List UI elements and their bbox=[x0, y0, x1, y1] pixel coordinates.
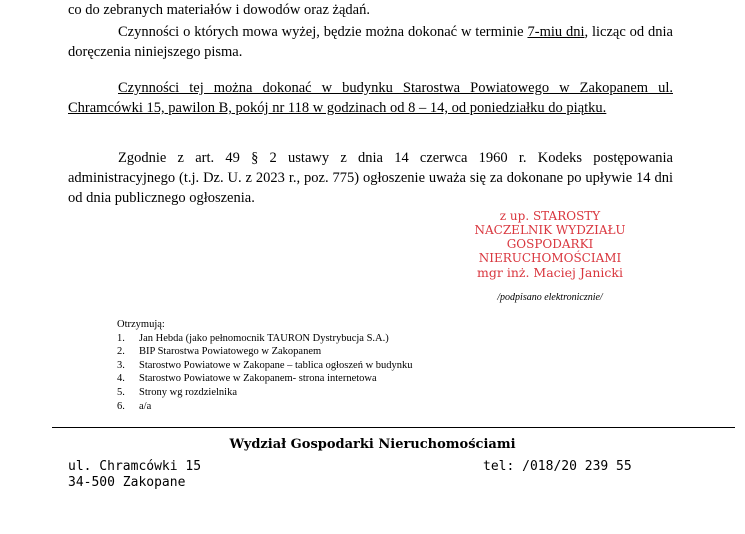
paragraph-3-text: Czynności tej można dokonać w budynku Starostwa Powiatowego w Zakopanem ul. Chramcówki 15, pawilon B, pokój nr 118 w godzinach od 8 – 14, od poniedziałku do piątku. bbox=[68, 80, 673, 116]
recipient-number: 5. bbox=[117, 386, 125, 398]
signature-note: /podpisano elektronicznie/ bbox=[497, 292, 603, 303]
recipient-text: a/a bbox=[139, 400, 152, 412]
recipient-number: 1. bbox=[117, 332, 125, 344]
recipient-text: BIP Starostwa Powiatowego w Zakopanem bbox=[139, 346, 322, 358]
signature-name: mgr inż. Maciej Janicki bbox=[477, 265, 623, 280]
recipient-item bbox=[117, 345, 413, 359]
paragraph-deadline bbox=[68, 22, 673, 62]
recipient-number: 2. bbox=[117, 346, 125, 358]
recipient-number: 6. bbox=[117, 400, 125, 412]
recipient-item bbox=[117, 400, 413, 414]
paragraph-4-text: Zgodnie z art. 49 § 2 ustawy z dnia 14 czerwca 1960 r. Kodeks postępowania administracyjnego (t.j. Dz. U. z 2023 r., poz. 775) ogłoszenie uważa się za dokonane po upływie 14 dni od dnia publicznego ogłoszenia. bbox=[68, 150, 673, 206]
signature-line-2: NACZELNIK WYDZIAŁU bbox=[474, 223, 626, 237]
signature-block bbox=[440, 209, 660, 265]
footer-phone: tel: /018/20 239 55 bbox=[483, 459, 632, 474]
recipient-item bbox=[117, 359, 413, 373]
paragraph-legal-basis bbox=[68, 148, 673, 208]
signature-line-3: GOSPODARKI NIERUCHOMOŚCIAMI bbox=[478, 237, 622, 265]
recipient-text: Starostwo Powiatowe w Zakopanem- strona internetowa bbox=[139, 373, 377, 385]
footer-address-city: 34-500 Zakopane bbox=[68, 475, 186, 490]
recipients-heading: Otrzymują: bbox=[117, 319, 165, 330]
paragraph-1-text: co do zebranych materiałów i dowodów oraz żądań. bbox=[68, 2, 370, 18]
paragraph-2-suffix: , licząc od dnia doręczenia niniejszego pisma. bbox=[68, 24, 673, 60]
recipients-list bbox=[117, 318, 413, 413]
recipient-text: Jan Hebda (jako pełnomocnik TAURON Dystrybucja S.A.) bbox=[139, 332, 389, 344]
paragraph-2-prefix: Czynności o których mowa wyżej, będzie można dokonać w terminie bbox=[118, 24, 528, 40]
footer-department-title: Wydział Gospodarki Nieruchomościami bbox=[229, 437, 516, 452]
recipient-number: 3. bbox=[117, 359, 125, 371]
paragraph-2-text bbox=[68, 22, 673, 62]
signature-line-1: z up. STAROSTY bbox=[499, 209, 601, 223]
footer-address-street: ul. Chramcówki 15 bbox=[68, 459, 202, 474]
paragraph-location bbox=[68, 78, 673, 118]
recipient-item bbox=[117, 372, 413, 386]
footer-divider bbox=[52, 427, 735, 428]
deadline-underlined: 7-miu dni bbox=[527, 24, 585, 40]
recipient-item bbox=[117, 332, 413, 346]
recipient-text: Strony wg rozdzielnika bbox=[139, 386, 237, 398]
paragraph-materials bbox=[68, 0, 673, 20]
recipient-item bbox=[117, 386, 413, 400]
recipient-text: Starostwo Powiatowe w Zakopane – tablica ogłoszeń w budynku bbox=[139, 359, 413, 371]
recipients-items bbox=[117, 332, 413, 414]
recipient-number: 4. bbox=[117, 373, 125, 385]
